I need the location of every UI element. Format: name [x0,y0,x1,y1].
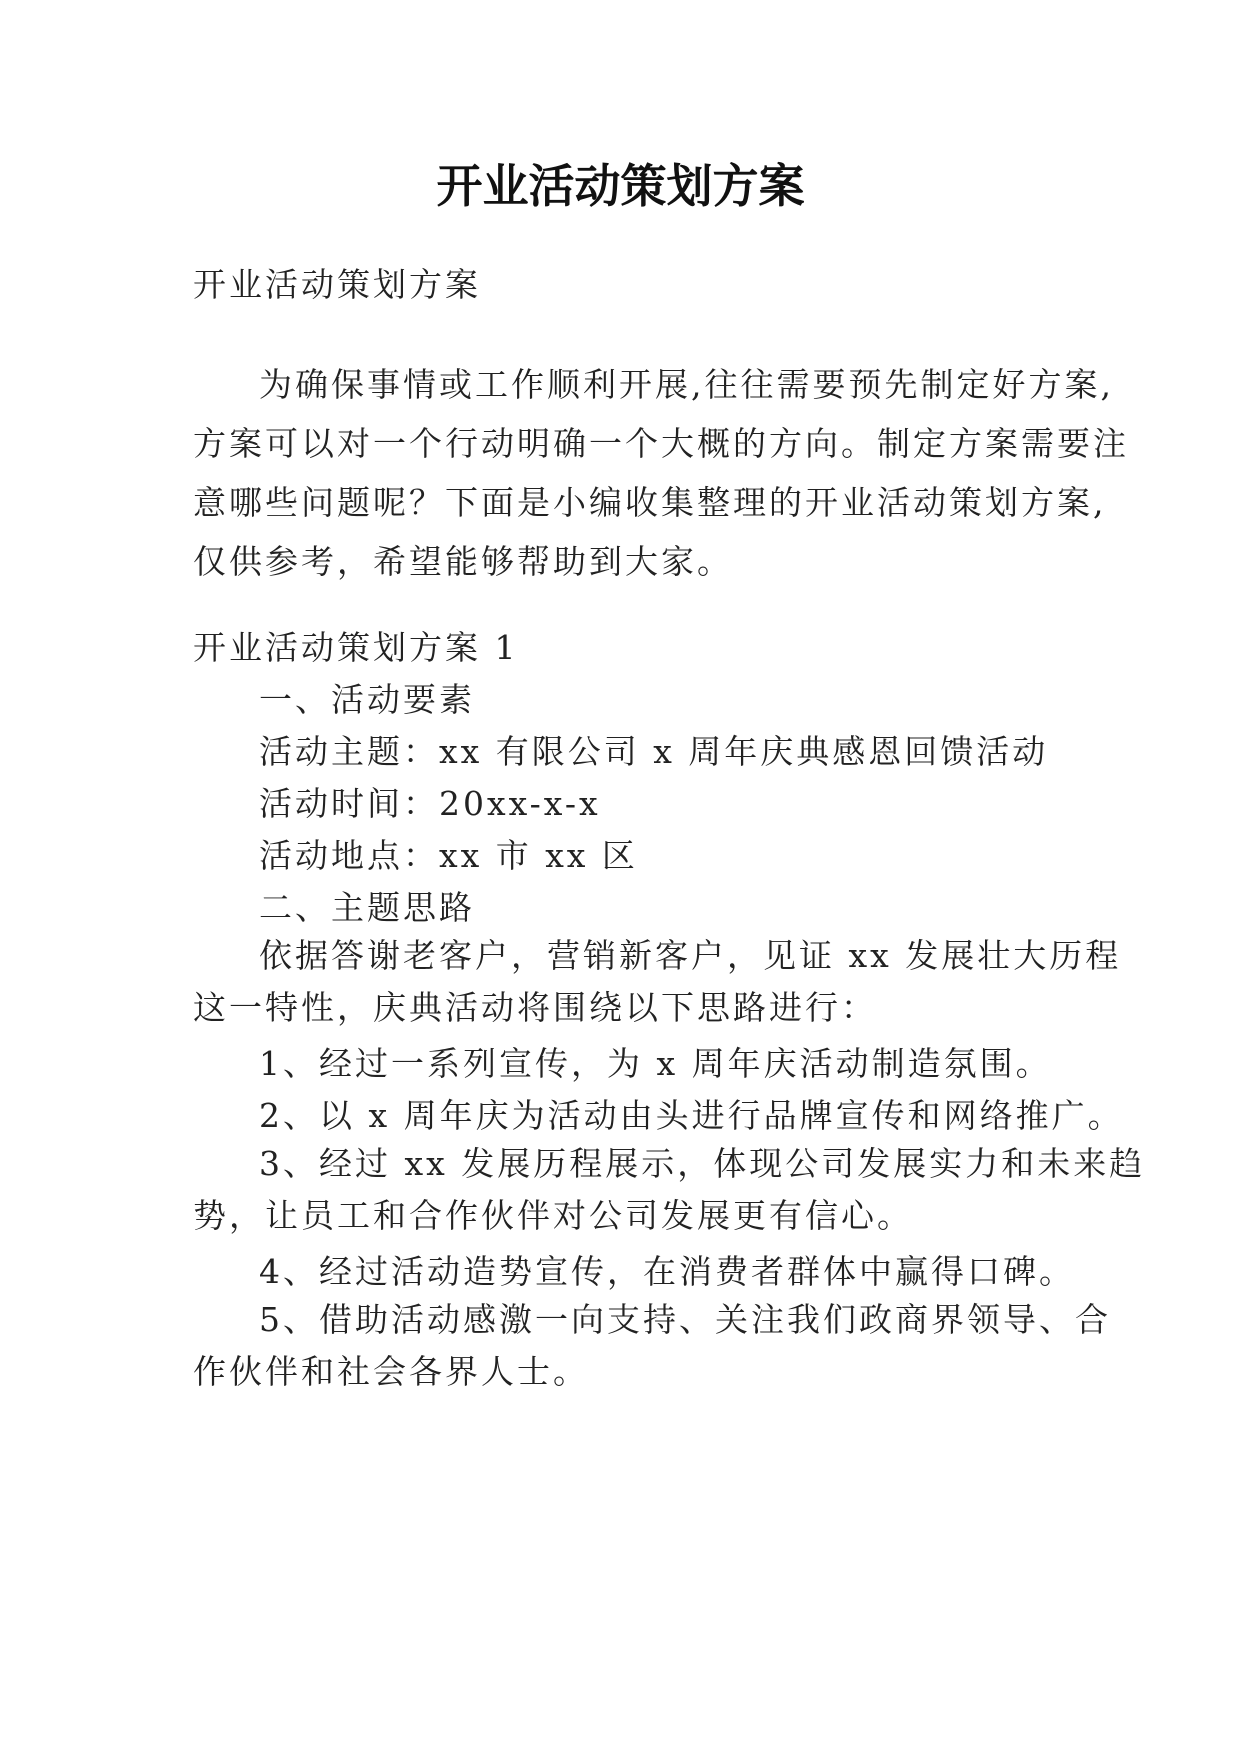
intro-line: 方案可以对一个行动明确一个大概的方向。制定方案需要注 [193,424,1129,463]
list-item-3-line: 势，让员工和合作伙伴对公司发展更有信心。 [193,1196,913,1235]
list-item-4: 4、经过活动造势宣传，在消费者群体中赢得口碑。 [259,1252,1075,1291]
list-item-3-line: 3、经过 xx 发展历程展示，体现公司发展实力和未来趋 [259,1144,1146,1183]
document-subtitle: 开业活动策划方案 [193,265,481,304]
idea-line: 依据答谢老客户，营销新客户，见证 xx 发展壮大历程 [259,936,1122,975]
part2-heading: 二、主题思路 [259,888,475,927]
intro-line: 为确保事情或工作顺利开展,往往需要预先制定好方案, [259,365,1114,404]
list-item-5 [193,1294,1111,1398]
activity-theme: 活动主题：xx 有限公司 x 周年庆典感恩回馈活动 [259,732,1049,771]
activity-time: 活动时间：20xx-x-x [259,784,601,823]
intro-paragraph [193,355,1129,591]
list-item-5-line: 作伙伴和社会各界人士。 [193,1352,589,1391]
list-item-1: 1、经过一系列宣传，为 x 周年庆活动制造氛围。 [259,1044,1052,1083]
idea-paragraph [193,930,1122,1034]
activity-place: 活动地点：xx 市 xx 区 [259,836,638,875]
idea-line: 这一特性，庆典活动将围绕以下思路进行： [193,988,877,1027]
part1-heading: 一、活动要素 [259,680,475,719]
list-item-2: 2、以 x 周年庆为活动由头进行品牌宣传和网络推广。 [259,1096,1124,1135]
document-title: 开业活动策划方案 [436,159,805,213]
intro-line: 仅供参考，希望能够帮助到大家。 [193,542,733,581]
list-item-5-line: 5、借助活动感激一向支持、关注我们政商界领导、合 [259,1300,1111,1339]
intro-line: 意哪些问题呢？下面是小编收集整理的开业活动策划方案, [193,483,1107,522]
list-item-3 [193,1138,1146,1242]
section-heading: 开业活动策划方案 1 [193,628,519,667]
